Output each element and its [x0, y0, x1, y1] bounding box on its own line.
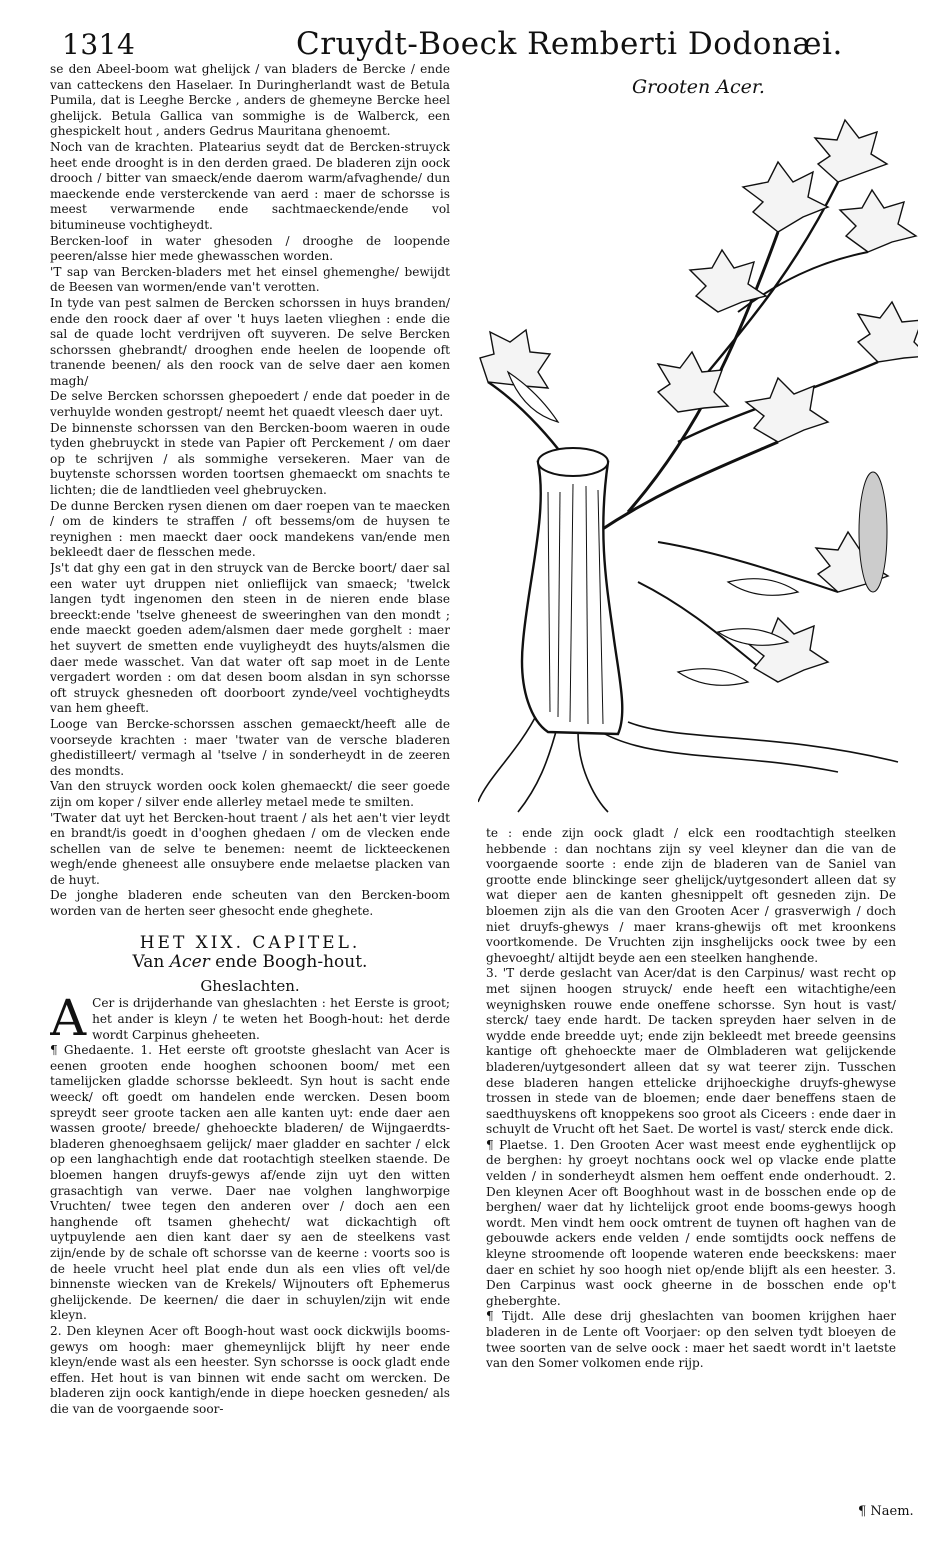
- paragraph: Noch van de krachten. Platearius seydt dat de Bercken-struyck heet ende drooght is in den derden graed. De bladeren zijn oock drooch / bitter van smaeck/ende daerom warm/afvaghende/ dun maeckende ende versterckende van aerd : maer de schorsse is meest verwarmende ende sachtmaeckende/ende vol bitumineuse vochtigheydt.: [50, 139, 450, 232]
- paragraph: Bercken-loof in water ghesoden / drooghe de loopende peeren/alsse hier mede ghewasschen worden.: [50, 233, 450, 264]
- leaf: [743, 162, 828, 232]
- page-number: 1314: [62, 28, 136, 61]
- section-heading: Gheslachten.: [200, 976, 300, 995]
- paragraph: De selve Bercken schorssen ghepoedert / ende dat poeder in de verhuylde wonden gestropt/ neemt het quaedt vleesch daer uyt.: [50, 389, 450, 420]
- root: [628, 722, 898, 762]
- left-column: [50, 62, 450, 1494]
- paragraph: 3. 'T derde geslacht van Acer/dat is den Carpinus/ wast recht op met sijnen hoogen struyck/ ende heeft een witachtighe/een weynighsken rouwe ende oneffene schorsse. Syn hout is vast/ sterck/ taey ende hardt. De tacken spreyden haer selven in de wydde ende breedde uyt; ende zijn bekleedt met breede geensins kantige oft ghehoeckte maer de Olmbladeren wat gelijckende bladeren/uytgesondert alleen dat sy wat teerer zijn. Tusschen dese bladeren hangen ettelicke drijhoeckighe druyfs-ghewyse trossen in stede van de bloemen; ende daer beneffens staen de saedthuyskens oft knoppekens soo groot als Ciceers : ende daer in schuylt de Vrucht oft het Saet. De wortel is vast/ sterck ende dick.: [486, 966, 896, 1137]
- chapter-subtitle-italic: Acer: [169, 952, 210, 973]
- paragraph: 'T sap van Bercken-bladers met het einsel ghemenghe/ bewijdt de Beesen van wormen/ende van't verotten.: [50, 264, 450, 295]
- paragraph-with-drop-cap: [50, 989, 450, 1048]
- root: [518, 724, 558, 812]
- samara: [678, 669, 748, 686]
- paragraph: 'Twater dat uyt het Bercken-hout traent / als het aen't vier leydt en brandt/is goedt in d'ooghen ghedaen / om de vlecken ende schellen van de selve te benemen: neemt de lickteeckenen wegh/ende gheneest alle onsuybere ende melaetse placken van de huyt.: [50, 810, 450, 887]
- tree-trunk: [522, 462, 622, 734]
- leaf: [746, 618, 828, 682]
- paragraph: Van den struyck worden oock kolen ghemaeckt/ die seer goede zijn om koper / silver ende allerley metael mede te smilten.: [50, 779, 450, 809]
- paragraph: De jonghe bladeren ende scheuten van den Bercken-boom worden van de herten seer ghesocht ende gheghete.: [50, 888, 450, 919]
- chapter-heading: HET XIX. CAPITEL.: [139, 932, 361, 953]
- paragraph: ¶ Ghedaente. 1. Het eerste oft grootste gheslacht van Acer is eenen grooten ende hooghen schoonen boom/ met een tamelijcken gladde schorsse bekleedt. Syn hout is sacht ende weeck/ oft goedt om handelen ende wercken. Desen boom spreydt seer groote tacken aen alle kanten uyt: ende daer aen wassen groote/ breede/ ghehoeckte bladeren/ de Wijngaerdts-bladeren ghenoeghsaem gelijck/ maer gladder en sachter / elck op een langhachtigh ende dat rootachtigh steelken staende. De bloemen hangen druyfs-gewys af/ende zijn uyt den witten grasachtigh van verwe. Daer nae volghen langhworpige Vruchten/ twee tegen den anderen over / doch aen een hanghende oft tsamen ghehecht/ wat dickachtigh oft uytpuylende aen dien kant daer sy aen de steelkens vast zijn/ende by de schale oft schorsse van de keerne : voorts soo is de heele vrucht heel plat ende dun als een vlies oft vel/de binnenste wiecken van de Krekels/ Wijnouters oft Ephemerus ghelijckende. De keernen/ die daer in schuylen/zijn wit ende kleyn.: [50, 1043, 450, 1323]
- leaf: [815, 120, 887, 182]
- chapter-subtitle: [50, 952, 450, 973]
- catchword: ¶ Naem.: [858, 1504, 914, 1519]
- figure-caption: Grooten Acer.: [632, 76, 765, 98]
- leaf: [840, 190, 916, 252]
- paragraph: In tyde van pest salmen de Bercken schorssen in huys branden/ ende den roock daer af over 't huys laeten vlieghen : ende die sal de quade locht verdrijven oft suyveren. De selve Bercken schorssen ghebrandt/ drooghen ende heelen de loopende oft tranende beenen/ als den roock van de selve daer aen komen magh/: [50, 295, 450, 388]
- drop-cap: A: [50, 989, 87, 1048]
- paragraph: De binnenste schorssen van den Bercken-boom waeren in oude tyden ghebruyckt in stede van Papier oft Perckement / om daer op te schrijven / als sommighe versekeren. Maer van de buytenste schorssen worden toortsen ghemaeckt om snachts te lichten; die de landtlieden veel ghebruycken.: [50, 420, 450, 498]
- branch: [598, 442, 778, 532]
- cut-stump-top: [538, 448, 608, 476]
- paragraph: Js't dat ghy een gat in den struyck van de Bercke boort/ daer sal een water uyt druppen niet onlieflijck van smaeck; 'twelck langen tydt ingenomen den steen in de nieren ende blase breeckt:ende 'tselve gheneest de sweeringhen van den mondt ; ende maeckt goeden adem/alsmen daer mede gorghelt : maer het suyvert de smetten ende vuyligheydt des huyts/alsmen die daer mede wasschet. Van dat water oft sap moet in de Lente vergadert worden : om dat desen boom alsdan in syn schorsse oft struyck ghesneden oft doorboort zynde/veel vochtigheydts van hem gheeft.: [50, 561, 450, 716]
- right-column: [486, 826, 896, 1526]
- leaf: [690, 250, 766, 312]
- paragraph: De dunne Bercken rysen dienen om daer roepen van te maecken / om de kinders te straffen / oft bessems/om de huysen te reynighen : men maeckt daer oock mandekens van/ende men bekleedt daer de flesschen mede.: [50, 498, 450, 560]
- chapter-subtitle-post: ende Boogh-hout.: [215, 952, 368, 973]
- running-head: Cruydt-Boeck Remberti Dodonæi.: [296, 26, 843, 62]
- leaf: [858, 302, 918, 362]
- maple-tree-woodcut: [478, 112, 918, 817]
- paragraph: se den Abeel-boom wat ghelijck / van bladers de Bercke / ende van catteckens den Haselaer. In Duringherlandt wast de Betula Pumila, dat is Leeghe Bercke , anders de ghemeyne Bercke heel ghelijck. Betula Gallica van sommighe is de Walberck, een ghespickelt hout , anders Gedrus Mauritana ghenoemt.: [50, 62, 450, 139]
- paragraph: 2. Den kleynen Acer oft Boogh-hout wast oock dickwijls booms-gewys om hoogh: maer ghemeynlijck blijft hy neer ende kleyn/ende wast als een heester. Syn schorsse is oock gladt ende effen. Het hout is van binnen wit ende sacht om wercken. De bladeren zijn oock kantigh/ende in diepe hoecken gesneden/ als die van de voorgaende soor-: [50, 1323, 450, 1416]
- paragraph: ¶ Tijdt. Alle dese drij gheslachten van boomen krijghen haer bladeren in de Lente oft Voorjaer: op den selven tydt bloeyen de twee soorten van de selve oock : maer het saedt wordt in't laetste van den Somer volkomen ende rijp.: [486, 1309, 896, 1371]
- root: [478, 712, 538, 802]
- flower-cluster: [859, 472, 887, 592]
- paragraph-text: Cer is drijderhande van gheslachten : het Eerste is groot; het ander is kleyn / te weten het Boogh-hout: het derde wordt Carpinus gheheeten.: [92, 996, 450, 1042]
- root: [578, 732, 608, 812]
- paragraph: te : ende zijn oock gladt / elck een roodtachtigh steelken hebbende : dan nochtans zijn sy veel kleyner dan die van de voorgaende soorte : ende zijn de bladeren van de Saniel van grootte ende blinckinge seer ghelijck/uytgesondert alleen dat sy wat dieper aen de kanten ghesnippelt oft gesneden zijn. De bloemen zijn als die van den Grooten Acer / grasverwigh / doch niet druyfs-ghewys / maer krans-ghewijs oft met kroonkens voortkomende. De Vruchten zijn insghelijcks oock twee by een ghevoeght/ altijdt beyde aen een steelken hanghende.: [486, 826, 896, 965]
- paragraph: Looge van Bercke-schorssen asschen gemaeckt/heeft alle de voorseyde krachten : maer 'twater van de versche bladeren ghedistilleert/ vermagh al 'tselve / in sonderheydt in de zeeren des mondts.: [50, 716, 450, 778]
- chapter-subtitle-pre: Van: [132, 952, 165, 973]
- samara: [728, 579, 798, 596]
- paragraph: ¶ Plaetse. 1. Den Grooten Acer wast meest ende eyghentlijck op de berghen: hy groeyt nochtans oock wel op vlacke ende platte velden / in sonderheydt alsmen hem oeffent ende onderhoudt. 2. Den kleynen Acer oft Booghhout wast in de bosschen ende op de berghen/ waer dat hy lichtelijck groot ende booms-gewys hoogh wordt. Men vindt hem oock omtrent de tuynen oft haghen van de gebouwde ackers ende velden / ende somtijdts oock neffens de kleyne stroomende oft loopende wateren ende beeckskens: maer daer en schiet hy soo hoogh niet op/ende blijft als een heester. 3. Den Carpinus wast oock gheerne in de bosschen ende op't gheberghte.: [486, 1137, 896, 1308]
